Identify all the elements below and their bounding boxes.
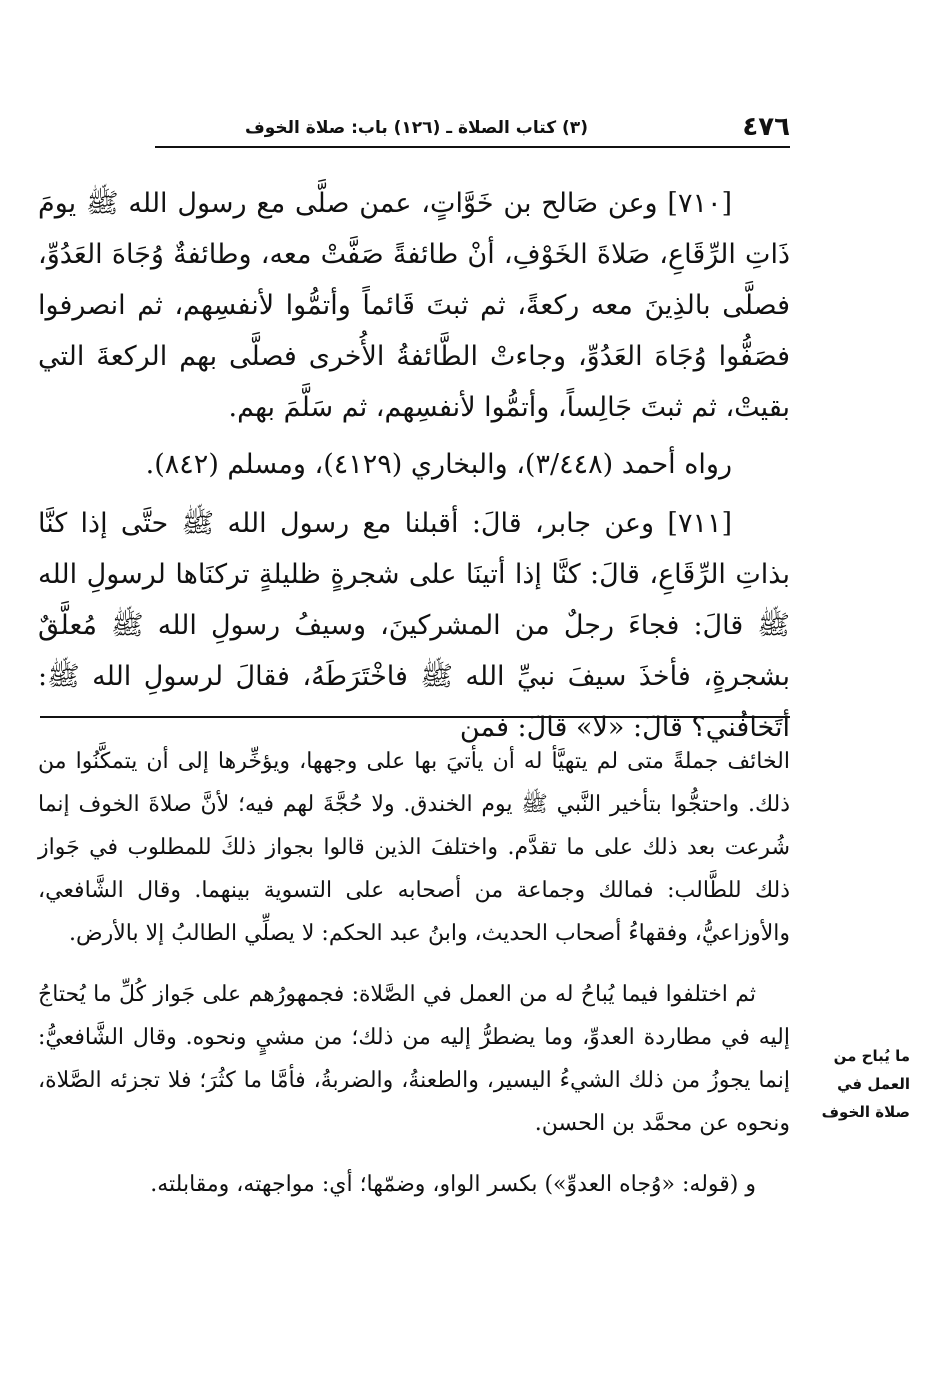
commentary-paragraph: ثم اختلفوا فيما يُباحُ له من العمل في الصَّلاة: فجمهورُهم على جَواز كُلِّ ما يُحتاجُ إليه في مطاردة العدوِّ، وما يضطرُّ إليه من ذلك؛ من مشيٍ ونحوه. وقال الشَّافعيُّ: إنما يجوزُ من ذلك الشيءُ اليسير، والطعنةُ، والضربةُ، فأمَّا ما كثُرَ؛ فلا تجزئه الصَّلاة، ونحوه عن محمَّد بن الحسن.	[38, 982, 790, 1136]
main-text	[38, 178, 790, 753]
commentary-paragraph: الخائف جملةً متى لم يتهيَّأ له أن يأتيَ بها على وجهها، ويؤخِّرها إلى أن يتمكَّنُوا من ذلك. واحتجُّوا بتأخير النَّبي ﷺ يوم الخندق. ولا حُجَّةَ لهم فيه؛ لأنَّ صلاةَ الخوف إنما شُرعت بعد ذلك على ما تقدَّم. واختلفَ الذين قالوا بجواز ذلكَ للمطلوب في جَواز ذلك للطَّالب: فمالك وجماعة من أصحابه على التسوية بينهما. وقال الشَّافعي، والأوزاعيُّ، وفقهاءُ أصحاب الحديث، وابنُ عبد الحكم: لا يصلِّي الطالبُ إلا بالأرض.	[38, 749, 791, 946]
hadith-710: [٧١٠] وعن صَالح بن خَوَّاتٍ، عمن صلَّى مع رسول الله ﷺ يومَ ذَاتِ الرِّقَاعِ، صَلاةَ الخَوْفِ، أنْ طائفةً صَفَّتْ معه، وطائفةٌ وُجَاهَ العَدُوِّ، فصلَّى بالذِينَ معه ركعةً، ثم ثبتَ قَائماً وأتمُّوا لأنفسِهم، ثم انصرفوا فصَفُّوا وُجَاهَ العَدُوِّ، وجاءتْ الطَّائفةُ الأُخرى فصلَّى بهم الركعةَ التي بقيتْ، ثم ثبتَ جَالِساً، وأتمُّوا لأنفسِهم، ثم سَلَّمَ بهم.	[38, 188, 790, 423]
commentary-section	[38, 740, 790, 1206]
commentary-note: و (قوله: «وُجاه العدوِّ») بكسر الواو، وضمّها؛ أي: مواجهته، ومقابلته.	[150, 1172, 756, 1197]
page-number: ٤٧٦	[742, 112, 790, 142]
running-title: (٣) كتاب الصلاة ـ (١٢٦) باب: صلاة الخوف	[245, 118, 588, 138]
hadith-710-source: رواه أحمد (٣/٤٤٨)، والبخاري (٤١٢٩)، ومسلم (٨٤٢).	[145, 449, 732, 480]
running-header	[155, 112, 790, 148]
footnote-divider	[40, 716, 790, 718]
margin-heading: ما يُباح من العمل في صلاة الخوف	[821, 1047, 910, 1121]
hadith-711: [٧١١] وعن جابر، قالَ: أقبلنا مع رسول الله ﷺ حتَّى إذا كنَّا بذاتِ الرِّقَاعِ، قالَ: كنَّا إذا أتينَا على شجرةٍ ظليلةٍ تركنَاها لرسولِ الله ﷺ قالَ: فجاءَ رجلٌ من المشركينَ، وسيفُ رسولِ الله ﷺ مُعلَّقٌ بشجرةٍ، فأخذَ سيفَ نبيِّ الله ﷺ فاخْتَرَطَهُ، فقالَ لرسولِ الله ﷺ: أتَخافُني؟ قالَ: «لا» قالَ: فمن	[38, 508, 790, 743]
